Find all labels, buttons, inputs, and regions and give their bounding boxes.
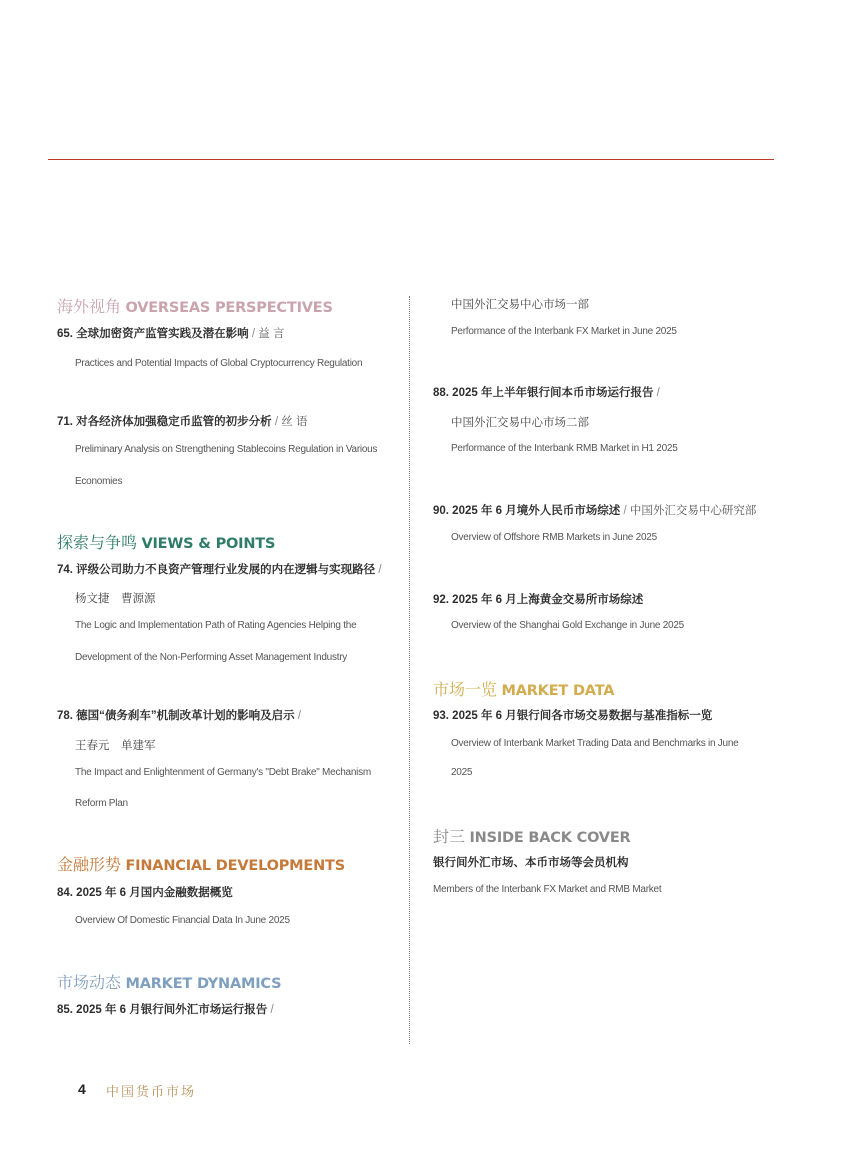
item-en-title: 2025	[451, 767, 473, 778]
section-header-inside-back	[433, 824, 631, 847]
item-title: 85. 2025 年 6 月银行间外汇市场运行报告	[57, 1004, 268, 1016]
item-title: 93. 2025 年 6 月银行间各市场交易数据与基准指标一览	[433, 710, 713, 722]
section-en: MARKET DATA	[501, 683, 615, 699]
section-cn: 海外视角	[57, 299, 122, 316]
item-author: 中国外汇交易中心研究部	[629, 505, 757, 517]
toc-item-74[interactable]	[57, 561, 382, 577]
item-title: 88. 2025 年上半年银行间本币市场运行报告	[433, 387, 654, 399]
item-en-title: Members of the Interbank FX Market and RMB Market	[433, 884, 662, 895]
section-en: MARKET DYNAMICS	[125, 976, 282, 992]
item-title: 65. 全球加密资产监管实践及潜在影响	[57, 328, 249, 340]
item-en-title: Performance of the Interbank RMB Market in H1 2025	[451, 443, 678, 454]
item-title: 74. 评级公司助力不良资产管理行业发展的内在逻辑与实现路径	[57, 564, 376, 576]
item-separator: /	[274, 416, 279, 428]
item-separator: /	[623, 505, 627, 517]
item-en-title: Practices and Potential Impacts of Global Cryptocurrency Regulation	[75, 358, 363, 369]
toc-item-90[interactable]	[433, 502, 756, 518]
column-divider	[409, 296, 410, 1044]
item-title: 78. 德国“债务刹车”机制改革计划的影响及启示	[57, 710, 295, 722]
item-separator: /	[656, 387, 660, 399]
toc-item-88[interactable]	[433, 384, 660, 400]
item-author: 中国外汇交易中心市场一部	[451, 299, 589, 311]
section-header-overseas	[57, 294, 333, 317]
section-cn: 市场动态	[57, 975, 122, 992]
header-rule	[48, 159, 774, 160]
section-en: INSIDE BACK COVER	[469, 830, 631, 846]
page-number: 4	[78, 1081, 86, 1097]
item-title: 银行间外汇市场、本币市场等会员机构	[433, 857, 629, 869]
toc-item-93[interactable]	[433, 707, 712, 723]
section-header-market-dynamics	[57, 970, 281, 993]
item-author: 丝 语	[281, 416, 308, 428]
item-title: 84. 2025 年 6 月国内金融数据概览	[57, 887, 233, 899]
item-separator: /	[297, 710, 302, 722]
item-en-title: Overview Of Domestic Financial Data In June 2025	[75, 915, 290, 926]
section-en: FINANCIAL DEVELOPMENTS	[125, 858, 345, 874]
section-cn: 探索与争鸣	[57, 535, 138, 552]
section-cn: 市场一览	[433, 682, 498, 699]
toc-item-84[interactable]	[57, 884, 233, 900]
item-title: 92. 2025 年 6 月上海黄金交易所市场综述	[433, 594, 644, 606]
item-en-title: Overview of Offshore RMB Markets in June 2025	[451, 532, 657, 543]
item-en-title: Economies	[75, 476, 123, 487]
item-en-title: The Impact and Enlightenment of Germany's "Debt Brake" Mechanism	[75, 767, 371, 778]
toc-item-inside-back[interactable]	[433, 854, 629, 870]
toc-item-71[interactable]	[57, 413, 308, 429]
toc-item-92[interactable]	[433, 591, 643, 607]
item-author: 王春元 单建军	[75, 740, 156, 752]
section-cn: 封三	[433, 829, 466, 846]
item-en-title: Preliminary Analysis on Strengthening Stablecoins Regulation in Various	[75, 444, 378, 455]
item-separator: /	[270, 1004, 274, 1016]
section-header-market-data	[433, 677, 614, 700]
item-en-title: Overview of the Shanghai Gold Exchange in June 2025	[451, 620, 684, 631]
magazine-name: 中国货币市场	[106, 1085, 197, 1100]
item-en-title: Overview of Interbank Market Trading Data and Benchmarks in June	[451, 738, 739, 749]
item-title: 90. 2025 年 6 月境外人民币市场综述	[433, 505, 621, 517]
toc-item-65[interactable]	[57, 325, 285, 341]
item-separator: /	[251, 328, 256, 340]
section-en: OVERSEAS PERSPECTIVES	[125, 300, 333, 316]
toc-item-85[interactable]	[57, 1001, 274, 1017]
item-en-title: Reform Plan	[75, 798, 128, 809]
item-author: 益 言	[258, 328, 285, 340]
item-author: 中国外汇交易中心市场二部	[451, 417, 589, 429]
section-header-views	[57, 530, 275, 553]
item-author: 杨文捷 曹源源	[75, 593, 156, 605]
section-cn: 金融形势	[57, 857, 122, 874]
toc-item-78[interactable]	[57, 707, 301, 723]
section-en: VIEWS & POINTS	[141, 536, 276, 552]
item-separator: /	[378, 564, 382, 576]
item-en-title: Development of the Non-Performing Asset Management Industry	[75, 652, 348, 663]
item-en-title: The Logic and Implementation Path of Rating Agencies Helping the	[75, 620, 357, 631]
item-en-title: Performance of the Interbank FX Market in June 2025	[451, 326, 677, 337]
item-title: 71. 对各经济体加强稳定币监管的初步分析	[57, 416, 272, 428]
section-header-financial	[57, 852, 345, 875]
